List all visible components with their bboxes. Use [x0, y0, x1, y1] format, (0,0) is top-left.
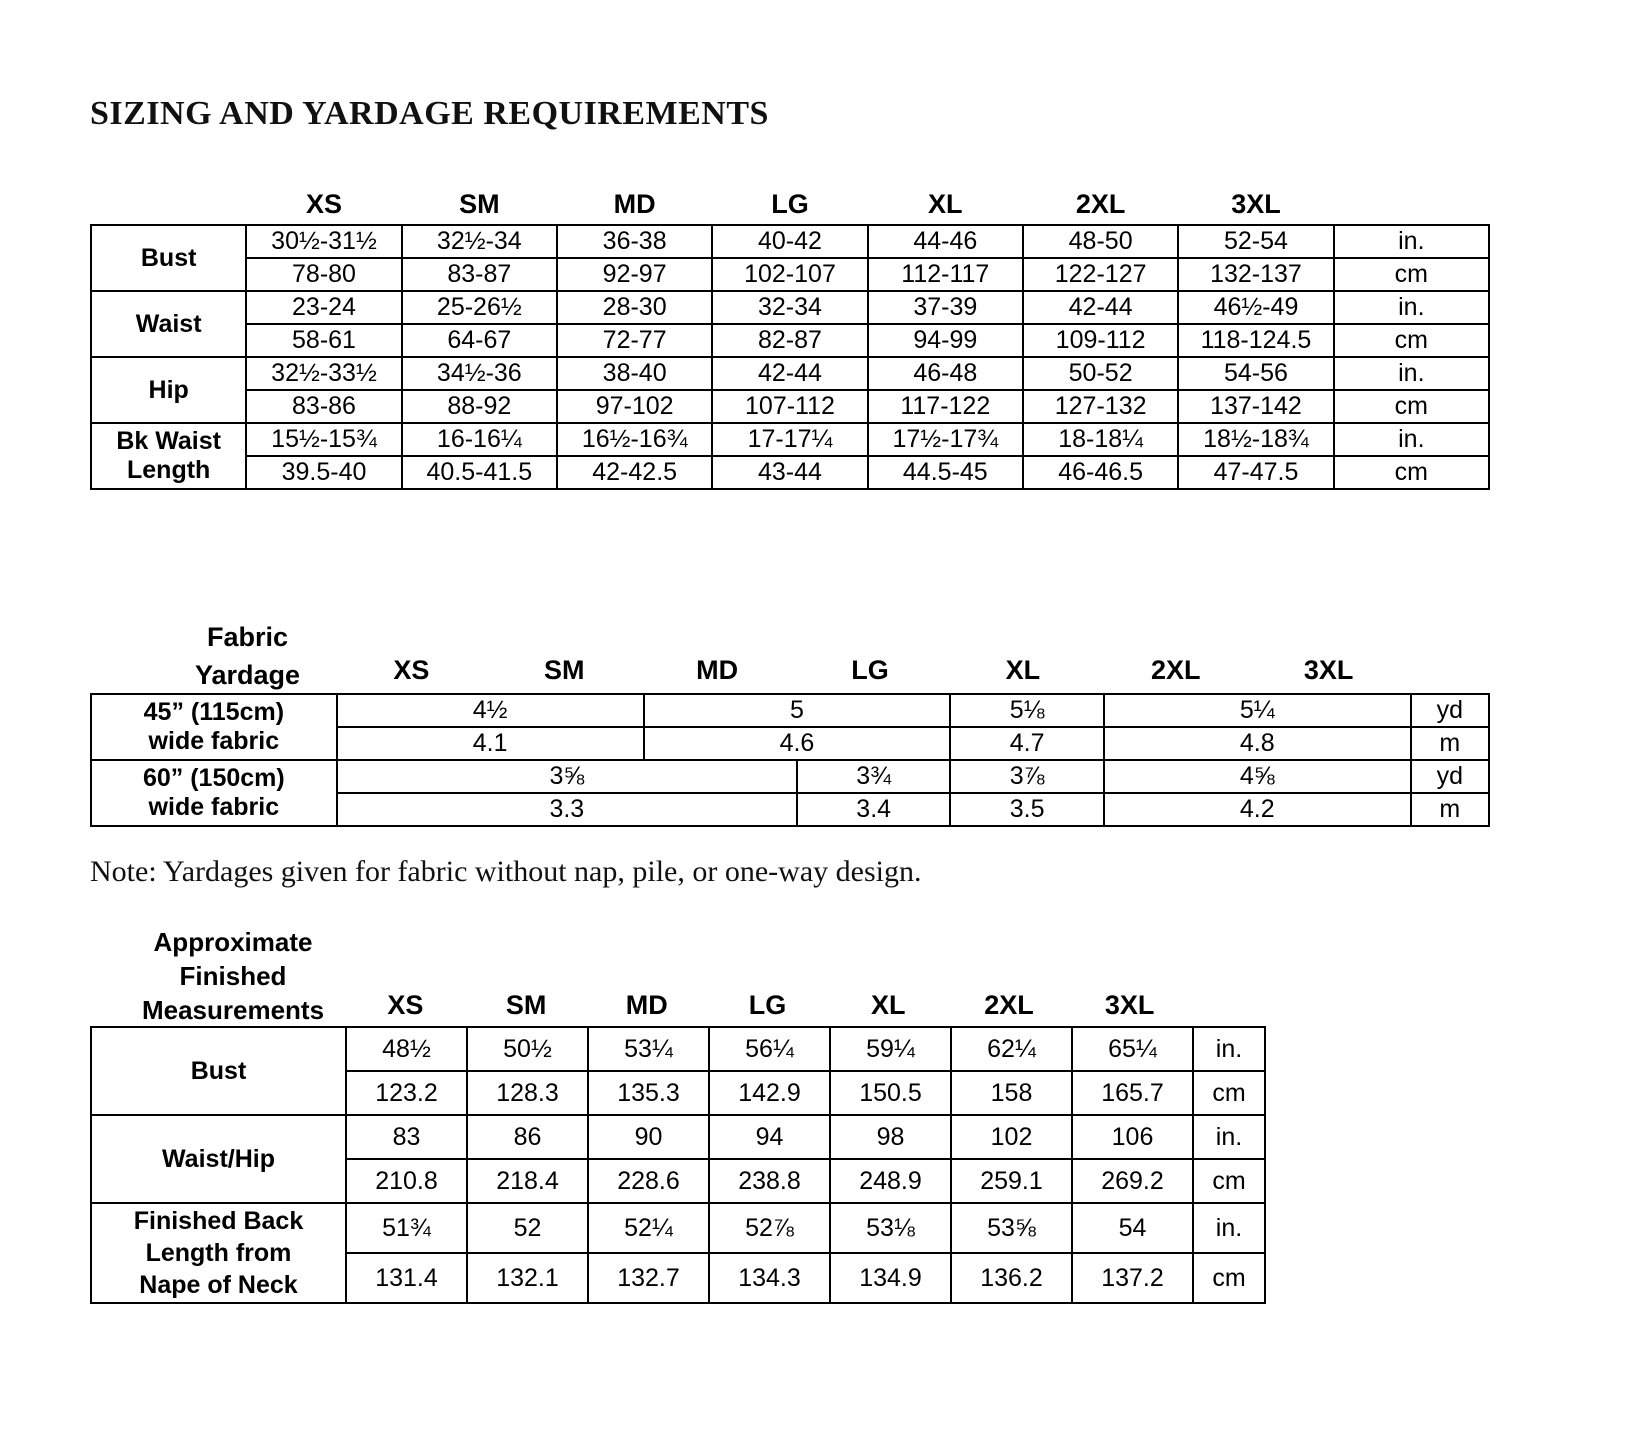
heading-line-2: Finished — [179, 961, 287, 991]
yardage-header-sm: SM — [544, 655, 585, 685]
finished-row-label-waist-hip: Waist/Hip — [91, 1115, 346, 1203]
table-row — [91, 694, 1489, 727]
label-line-1: Bk Waist — [116, 427, 221, 455]
unit-cell: in. — [1334, 357, 1489, 390]
finished-header-xl: XL — [870, 990, 906, 1020]
unit-cell: cm — [1334, 390, 1489, 423]
cell: 83 — [346, 1115, 467, 1159]
cell: 51¾ — [346, 1203, 467, 1253]
heading-line-1: Approximate — [153, 927, 313, 957]
cell: 132-137 — [1178, 258, 1333, 291]
cell: 32½-33½ — [246, 357, 401, 390]
cell: 117-122 — [868, 390, 1023, 423]
cell: 218.4 — [467, 1159, 588, 1203]
cell: 248.9 — [830, 1159, 951, 1203]
table-row — [91, 357, 1489, 390]
table-row — [91, 760, 1489, 793]
cell: 43-44 — [712, 456, 867, 489]
unit-cell: cm — [1193, 1253, 1265, 1303]
unit-cell: yd — [1411, 694, 1489, 727]
cell: 56¼ — [709, 1027, 830, 1071]
cell: 4.6 — [644, 727, 951, 760]
sizing-row-label-hip: Hip — [91, 357, 246, 423]
cell: 137.2 — [1072, 1253, 1193, 1303]
cell: 94-99 — [868, 324, 1023, 357]
cell: 4.1 — [337, 727, 644, 760]
cell: 23-24 — [246, 291, 401, 324]
sizing-header-xs: XS — [305, 189, 342, 219]
cell: 18-18¼ — [1023, 423, 1178, 456]
sizing-row-label-bust: Bust — [91, 225, 246, 291]
unit-cell: in. — [1193, 1115, 1265, 1159]
cell: 165.7 — [1072, 1071, 1193, 1115]
cell: 94 — [709, 1115, 830, 1159]
table-row — [91, 324, 1489, 357]
sizing-row-label-bk-waist-length — [91, 423, 246, 489]
cell: 259.1 — [951, 1159, 1072, 1203]
cell: 62¼ — [951, 1027, 1072, 1071]
cell: 106 — [1072, 1115, 1193, 1159]
cell: 72-77 — [557, 324, 712, 357]
cell: 46-48 — [868, 357, 1023, 390]
table-row — [91, 258, 1489, 291]
cell: 134.9 — [830, 1253, 951, 1303]
yardage-header-md: MD — [696, 655, 739, 685]
cell: 38-40 — [557, 357, 712, 390]
sizing-header-blank — [91, 188, 246, 225]
cell: 3.5 — [950, 793, 1103, 826]
label-line-1: 45” (115cm) — [143, 698, 285, 726]
yardage-header-lg: LG — [851, 655, 889, 685]
heading-line-3: Measurements — [141, 995, 325, 1025]
sizing-table — [90, 188, 1490, 490]
cell: 92-97 — [557, 258, 712, 291]
yardage-header-3xl: 3XL — [1303, 655, 1354, 685]
sizing-header-md: MD — [613, 189, 656, 219]
cell: 42-42.5 — [557, 456, 712, 489]
finished-header-lg: LG — [748, 990, 787, 1020]
cell: 36-38 — [557, 225, 712, 258]
unit-cell: in. — [1334, 423, 1489, 456]
yardage-header-xs: XS — [393, 655, 430, 685]
cell: 118-124.5 — [1178, 324, 1333, 357]
cell: 32-34 — [712, 291, 867, 324]
cell: 82-87 — [712, 324, 867, 357]
cell: 86 — [467, 1115, 588, 1159]
cell: 102-107 — [712, 258, 867, 291]
cell: 40-42 — [712, 225, 867, 258]
cell: 102 — [951, 1115, 1072, 1159]
unit-cell: cm — [1334, 456, 1489, 489]
cell: 58-61 — [246, 324, 401, 357]
label-line-2: wide fabric — [148, 727, 280, 755]
cell: 52¼ — [588, 1203, 709, 1253]
cell: 54 — [1072, 1203, 1193, 1253]
cell: 52 — [467, 1203, 588, 1253]
cell: 52-54 — [1178, 225, 1333, 258]
cell: 127-132 — [1023, 390, 1178, 423]
table-row — [91, 225, 1489, 258]
unit-cell: in. — [1193, 1027, 1265, 1071]
cell: 83-87 — [402, 258, 557, 291]
finished-header-2xl: 2XL — [984, 990, 1034, 1020]
cell: 4.2 — [1104, 793, 1411, 826]
cell: 15½-15¾ — [246, 423, 401, 456]
table-row — [91, 291, 1489, 324]
unit-cell: in. — [1334, 291, 1489, 324]
table-row — [91, 1115, 1265, 1159]
cell: 44.5-45 — [868, 456, 1023, 489]
table-row — [91, 1203, 1265, 1253]
cell: 42-44 — [1023, 291, 1178, 324]
finished-row-label-bust: Bust — [91, 1027, 346, 1115]
cell: 48½ — [346, 1027, 467, 1071]
cell: 134.3 — [709, 1253, 830, 1303]
cell: 18½-18¾ — [1178, 423, 1333, 456]
cell: 17½-17¾ — [868, 423, 1023, 456]
cell: 109-112 — [1023, 324, 1178, 357]
cell: 88-92 — [402, 390, 557, 423]
cell: 30½-31½ — [246, 225, 401, 258]
cell: 46-46.5 — [1023, 456, 1178, 489]
cell: 83-86 — [246, 390, 401, 423]
cell: 3¾ — [797, 760, 950, 793]
cell: 65¼ — [1072, 1027, 1193, 1071]
cell: 54-56 — [1178, 357, 1333, 390]
yardage-size-header-row — [335, 655, 1405, 686]
cell: 37-39 — [868, 291, 1023, 324]
yardage-note: Note: Yardages given for fabric without nap, pile, or one-way design. — [90, 855, 922, 888]
finished-header-xs: XS — [387, 990, 424, 1020]
sizing-row-label-waist: Waist — [91, 291, 246, 357]
cell: 16-16¼ — [402, 423, 557, 456]
yardage-header-xl: XL — [1005, 655, 1041, 685]
cell: 158 — [951, 1071, 1072, 1115]
finished-size-header-row — [345, 990, 1190, 1021]
cell: 3⅞ — [950, 760, 1103, 793]
cell: 98 — [830, 1115, 951, 1159]
cell: 5⅛ — [950, 694, 1103, 727]
cell: 238.8 — [709, 1159, 830, 1203]
cell: 150.5 — [830, 1071, 951, 1115]
cell: 123.2 — [346, 1071, 467, 1115]
cell: 53⅛ — [830, 1203, 951, 1253]
cell: 47-47.5 — [1178, 456, 1333, 489]
finished-header-md: MD — [625, 990, 668, 1020]
unit-cell: in. — [1193, 1203, 1265, 1253]
cell: 210.8 — [346, 1159, 467, 1203]
cell: 5 — [644, 694, 951, 727]
yardage-table — [90, 693, 1490, 827]
cell: 3.4 — [797, 793, 950, 826]
unit-cell: in. — [1334, 225, 1489, 258]
finished-measurements-table — [90, 1026, 1266, 1304]
sizing-header-3xl: 3XL — [1231, 189, 1281, 219]
cell: 53⅝ — [951, 1203, 1072, 1253]
cell: 48-50 — [1023, 225, 1178, 258]
cell: 269.2 — [1072, 1159, 1193, 1203]
label-line-2: Length — [127, 456, 211, 484]
cell: 228.6 — [588, 1159, 709, 1203]
unit-cell: m — [1411, 727, 1489, 760]
unit-cell: yd — [1411, 760, 1489, 793]
unit-cell: cm — [1334, 258, 1489, 291]
cell: 4.7 — [950, 727, 1103, 760]
cell: 34½-36 — [402, 357, 557, 390]
cell: 40.5-41.5 — [402, 456, 557, 489]
table-row — [91, 390, 1489, 423]
finished-header-3xl: 3XL — [1104, 990, 1155, 1020]
cell: 137-142 — [1178, 390, 1333, 423]
unit-cell: cm — [1193, 1071, 1265, 1115]
label-line-1: Finished Back — [133, 1207, 304, 1235]
sizing-header-sm: SM — [459, 189, 500, 219]
finished-measurements-heading — [118, 925, 348, 1027]
cell: 16½-16¾ — [557, 423, 712, 456]
cell: 44-46 — [868, 225, 1023, 258]
yardage-row-label-60in — [91, 760, 337, 826]
page-title: SIZING AND YARDAGE REQUIREMENTS — [90, 95, 769, 132]
cell: 4⅝ — [1104, 760, 1411, 793]
finished-header-sm: SM — [505, 990, 547, 1020]
unit-cell: cm — [1334, 324, 1489, 357]
cell: 17-17¼ — [712, 423, 867, 456]
table-row — [91, 423, 1489, 456]
cell: 122-127 — [1023, 258, 1178, 291]
cell: 25-26½ — [402, 291, 557, 324]
cell: 135.3 — [588, 1071, 709, 1115]
cell: 53¼ — [588, 1027, 709, 1071]
table-row — [91, 456, 1489, 489]
cell: 107-112 — [712, 390, 867, 423]
sizing-header-2xl: 2XL — [1075, 189, 1126, 219]
cell: 50-52 — [1023, 357, 1178, 390]
cell: 132.1 — [467, 1253, 588, 1303]
label-line-3: Nape of Neck — [139, 1271, 298, 1299]
unit-cell: cm — [1193, 1159, 1265, 1203]
label-line-2: wide fabric — [148, 793, 280, 821]
yardage-header-2xl: 2XL — [1150, 655, 1201, 685]
cell: 28-30 — [557, 291, 712, 324]
heading-line-2: Yardage — [194, 660, 301, 690]
sizing-header-lg: LG — [771, 189, 809, 219]
sizing-header-unit — [1334, 188, 1489, 225]
unit-cell: m — [1411, 793, 1489, 826]
cell: 128.3 — [467, 1071, 588, 1115]
cell: 4.8 — [1104, 727, 1411, 760]
cell: 5¼ — [1104, 694, 1411, 727]
cell: 4½ — [337, 694, 644, 727]
cell: 132.7 — [588, 1253, 709, 1303]
label-line-1: 60” (150cm) — [142, 764, 285, 792]
cell: 32½-34 — [402, 225, 557, 258]
cell: 46½-49 — [1178, 291, 1333, 324]
cell: 112-117 — [868, 258, 1023, 291]
fabric-yardage-heading — [160, 618, 335, 694]
sizing-table-header-row — [91, 188, 1489, 225]
cell: 42-44 — [712, 357, 867, 390]
cell: 50½ — [467, 1027, 588, 1071]
cell: 131.4 — [346, 1253, 467, 1303]
cell: 3.3 — [337, 793, 797, 826]
cell: 3⅝ — [337, 760, 797, 793]
table-row — [91, 1027, 1265, 1071]
sizing-header-xl: XL — [928, 189, 963, 219]
label-line-2: Length from — [145, 1239, 292, 1267]
yardage-row-label-45in — [91, 694, 337, 760]
cell: 90 — [588, 1115, 709, 1159]
finished-row-label-back-length — [91, 1203, 346, 1303]
cell: 78-80 — [246, 258, 401, 291]
cell: 142.9 — [709, 1071, 830, 1115]
cell: 97-102 — [557, 390, 712, 423]
cell: 136.2 — [951, 1253, 1072, 1303]
cell: 59¼ — [830, 1027, 951, 1071]
cell: 52⅞ — [709, 1203, 830, 1253]
cell: 64-67 — [402, 324, 557, 357]
cell: 39.5-40 — [246, 456, 401, 489]
heading-line-1: Fabric — [206, 622, 289, 652]
